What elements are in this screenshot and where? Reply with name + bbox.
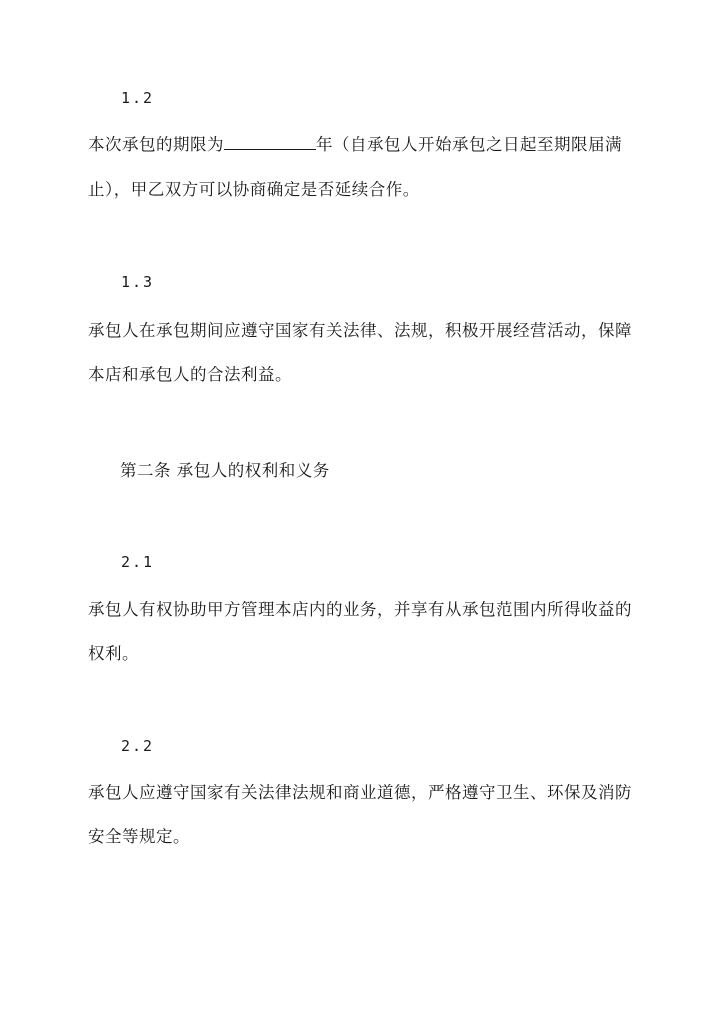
clause-2-2-line-1: 承包人应遵守国家有关法律法规和商业道德，严格遵守卫生、环保及消防 bbox=[88, 783, 632, 802]
clause-number-2-2: 2.2 bbox=[121, 737, 155, 755]
clause-number-1-3: 1.3 bbox=[121, 273, 155, 291]
clause-1-3-line-2: 本店和承包人的合法利益。 bbox=[88, 365, 292, 384]
clause-number-2-1: 2.1 bbox=[121, 553, 155, 571]
clause-1-2-line-1 bbox=[88, 131, 622, 155]
clause-1-2-text-before-blank: 本次承包的期限为 bbox=[88, 135, 224, 154]
clause-1-3-line-1: 承包人在承包期间应遵守国家有关法律、法规，积极开展经营活动，保障 bbox=[88, 321, 632, 340]
clause-2-1-line-1: 承包人有权协助甲方管理本店内的业务，并享有从承包范围内所得收益的 bbox=[88, 600, 632, 619]
article-2-heading: 第二条 承包人的权利和义务 bbox=[120, 461, 330, 480]
clause-number-1-2: 1.2 bbox=[121, 89, 155, 107]
clause-1-2-line-2: 止），甲乙双方可以协商确定是否延续合作。 bbox=[88, 180, 420, 199]
term-years-blank bbox=[224, 135, 316, 150]
clause-1-2-text-after-blank: 年（自承包人开始承包之日起至期限届满 bbox=[316, 135, 622, 154]
clause-2-1-line-2: 权利。 bbox=[88, 644, 139, 663]
clause-2-2-line-2: 安全等规定。 bbox=[88, 827, 190, 846]
